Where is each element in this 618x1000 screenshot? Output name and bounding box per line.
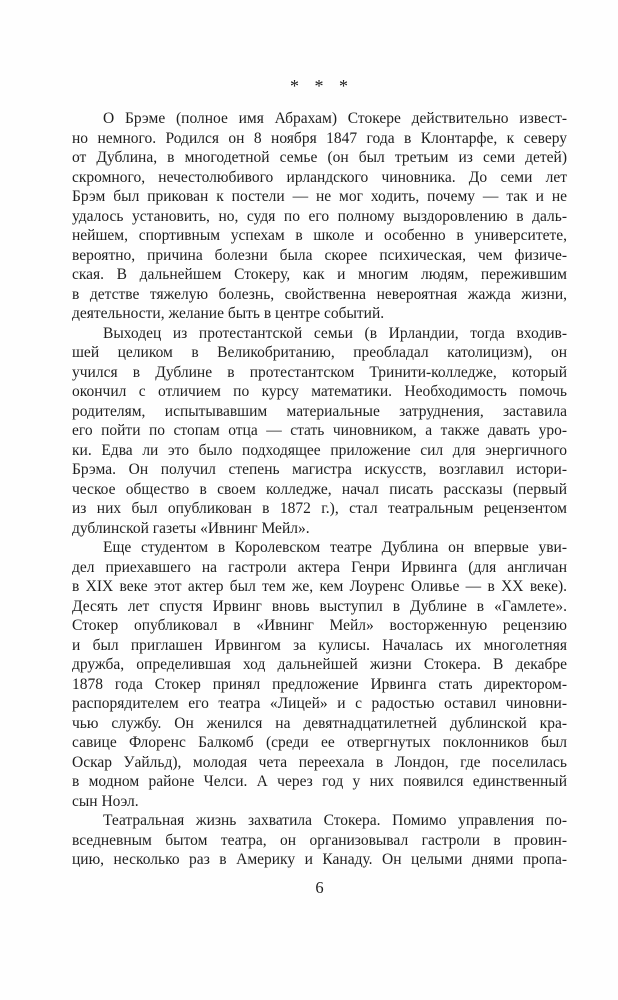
text-line: дел приехавшего на гастроли актера Генри Ирвинга (для англичан bbox=[72, 558, 567, 576]
text-line: окончил с отличием по курсу математики. Необходимость помочь bbox=[72, 383, 567, 400]
text-line: ская. В дальнейшем Стокеру, как и многим людям, пережившим bbox=[72, 266, 567, 283]
text-line: учился в Дублине в протестантском Тринити-колледже, который bbox=[72, 363, 567, 381]
page-number: 6 bbox=[315, 878, 324, 897]
paragraph bbox=[72, 538, 567, 811]
text-line: 1878 года Стокер принял предложение Ирвинга стать директором- bbox=[72, 675, 567, 693]
text-line: сын Ноэл. bbox=[72, 792, 139, 810]
text-line: удалось установить, но, судя по его полному выздоровлению в даль- bbox=[72, 207, 567, 225]
text-line: родителям, испытывавшим материальные затруднения, заставила bbox=[72, 402, 567, 420]
text-line: и был приглашен Ирвингом за кулисы. Началась их многолетняя bbox=[72, 636, 567, 654]
text-line: но немного. Родился он 8 ноября 1847 года в Клонтарфе, к северу bbox=[72, 129, 567, 147]
text-line: Брэма. Он получил степень магистра искусств, возглавил истори- bbox=[72, 461, 567, 478]
paragraph bbox=[72, 811, 567, 870]
text-line: Еще студентом в Королевском театре Дублина он впервые уви- bbox=[103, 539, 567, 556]
text-line: нейшем, спортивным успехам в школе и особенно в университете, bbox=[72, 227, 567, 244]
text-line: Выходец из протестантской семьи (в Ирландии, тогда входив- bbox=[103, 324, 567, 342]
text-line: вседневным бытом театра, он организовывал гастроли в провин- bbox=[72, 831, 567, 849]
text-line: шей целиком в Великобританию, преобладал католицизм), он bbox=[72, 344, 567, 361]
text-line: Стокер опубликовал в «Ивнинг Мейл» восторженную рецензию bbox=[72, 617, 567, 634]
text-line: цию, несколько раз в Америку и Канаду. Он целыми днями пропа- bbox=[72, 851, 567, 868]
text-line: савице Флоренс Балкомб (среди ее отвергнутых поклонников был bbox=[72, 734, 567, 751]
paragraphs-container bbox=[72, 109, 567, 870]
text-line: Оскар Уайльд), молодая чета переехала в Лондон, где поселилась bbox=[72, 753, 567, 771]
text-line: дружба, определившая ход дальнейшей жизни Стокера. В декабре bbox=[72, 656, 567, 673]
text-line: чью службу. Он женился на девятнадцатилетней дублинской кра- bbox=[72, 714, 567, 732]
text-line: вероятно, причина болезни была скорее психическая, чем физиче- bbox=[72, 246, 567, 264]
text-line: деятельности, желание быть в центре событий. bbox=[72, 305, 385, 322]
text-line: распорядителем его театра «Лицей» и с радостью оставил чиновни- bbox=[72, 695, 567, 712]
text-line: О Брэме (полное имя Абрахам) Стокере действительно извест- bbox=[103, 110, 567, 127]
paragraph bbox=[72, 324, 567, 539]
text-line: Брэм был прикован к постели — не мог ходить, почему — так и не bbox=[72, 188, 567, 205]
text-line: из них был опубликован в 1872 г.), стал театральным рецензентом bbox=[72, 500, 567, 517]
text-line: его пойти по стопам отца — стать чиновником, а также давать уро- bbox=[72, 422, 567, 439]
text-line: Десять лет спустя Ирвинг вновь выступил в Дублине в «Гамлете». bbox=[72, 597, 567, 615]
text-line: скромного, нечестолюбивого ирландского чиновника. До семи лет bbox=[72, 168, 567, 186]
text-line: ческое общество в своем колледже, начал писать рассказы (первый bbox=[72, 480, 567, 498]
text-line: в XIX веке этот актер был тем же, кем Лоуренс Оливье — в XX веке). bbox=[72, 578, 567, 595]
text-block bbox=[72, 76, 567, 870]
text-line: Театральная жизнь захватила Стокера. Помимо управления по- bbox=[103, 812, 567, 829]
text-line: ки. Едва ли это было подходящее приложение сил для энергичного bbox=[72, 441, 567, 459]
text-line: в модном районе Челси. А через год у них появился единственный bbox=[72, 773, 567, 790]
paragraph bbox=[72, 109, 567, 324]
section-divider: * * * bbox=[290, 76, 349, 96]
text-line: от Дублина, в многодетной семье (он был третьим из семи детей) bbox=[72, 149, 567, 166]
text-line: дублинской газеты «Ивнинг Мейл». bbox=[72, 519, 310, 537]
text-line: в детстве тяжелую болезнь, свойственна невероятная жажда жизни, bbox=[72, 285, 567, 303]
